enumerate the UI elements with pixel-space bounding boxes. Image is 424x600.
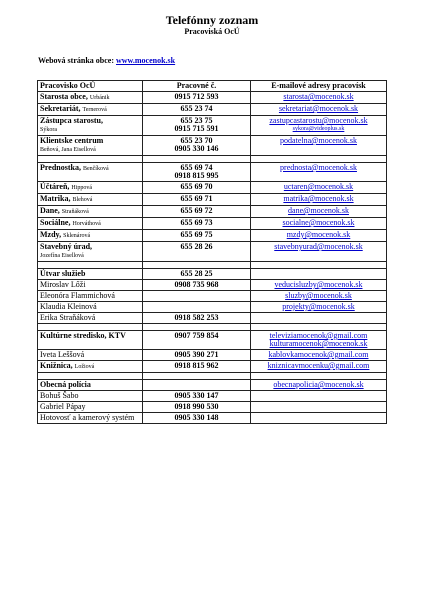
email-cell bbox=[251, 331, 387, 350]
phone-cell bbox=[143, 331, 251, 350]
phone-number: 0918 815 962 bbox=[174, 361, 219, 370]
email-cell bbox=[251, 391, 387, 402]
email-link[interactable]: mzdy@mocenok.sk bbox=[286, 230, 351, 239]
email-link[interactable]: prednosta@mocenok.sk bbox=[280, 163, 357, 172]
phone-cell bbox=[143, 104, 251, 116]
staff-name: Horváthová bbox=[72, 221, 101, 227]
phone-number: 0915 712 593 bbox=[174, 92, 219, 101]
website-label: Webová stránka obce: bbox=[38, 56, 114, 65]
email-link[interactable]: uctaren@mocenok.sk bbox=[283, 182, 354, 191]
table-row bbox=[38, 269, 387, 280]
email-cell bbox=[251, 291, 387, 302]
workplace-cell bbox=[38, 194, 143, 206]
table-row bbox=[38, 380, 387, 391]
email-cell bbox=[251, 182, 387, 194]
workplace-cell bbox=[38, 116, 143, 136]
workplace-cell bbox=[38, 331, 143, 350]
workplace-name: Gabriel Pápay bbox=[40, 402, 86, 411]
table-row bbox=[38, 182, 387, 194]
workplace-cell bbox=[38, 206, 143, 218]
email-link[interactable]: kablovkamocenok@gmail.com bbox=[268, 350, 369, 359]
column-header-email: E-mailové adresy pracovísk bbox=[251, 81, 387, 92]
email-cell bbox=[251, 230, 387, 242]
staff-name: Beňová, Jana Eisellová bbox=[40, 147, 96, 153]
email-link[interactable]: socialne@mocenok.sk bbox=[282, 218, 355, 227]
email-link[interactable]: sekretariat@mocenok.sk bbox=[278, 104, 359, 113]
email-cell bbox=[251, 206, 387, 218]
workplace-cell bbox=[38, 380, 143, 391]
workplace-name: Knižnica, bbox=[40, 361, 73, 370]
phone-number: 0905 330 147 bbox=[174, 391, 219, 400]
phone-number: 0905 390 271 bbox=[174, 350, 219, 359]
phone-number: 0905 330 148 bbox=[174, 413, 219, 422]
table-spacer-row bbox=[38, 373, 387, 380]
email-cell bbox=[251, 280, 387, 291]
email-link[interactable]: sluzby@mocenok.sk bbox=[285, 291, 352, 300]
phone-cell bbox=[143, 361, 251, 373]
phone-cell bbox=[143, 242, 251, 262]
phone-cell bbox=[143, 136, 251, 156]
table-row bbox=[38, 361, 387, 373]
workplace-name: Zástupca starostu, bbox=[40, 116, 103, 125]
table-row bbox=[38, 163, 387, 182]
table-row bbox=[38, 331, 387, 350]
workplace-name: Bohuš Šabo bbox=[40, 391, 79, 400]
workplace-cell bbox=[38, 402, 143, 413]
email-link[interactable]: zastupcastarostu@mocenok.sk bbox=[269, 116, 368, 125]
table-header-row bbox=[38, 81, 387, 92]
empty-cell bbox=[143, 262, 251, 269]
staff-name: Ternerová bbox=[82, 107, 107, 113]
email-link[interactable]: dane@mocenok.sk bbox=[288, 206, 349, 215]
email-link[interactable]: matrika@mocenok.sk bbox=[283, 194, 354, 203]
workplace-name: Sekretariát, bbox=[40, 104, 81, 113]
phone-number: 655 23 74 bbox=[180, 104, 213, 113]
email-link[interactable]: starosta@mocenok.sk bbox=[283, 92, 354, 101]
email-cell bbox=[251, 302, 387, 313]
email-cell bbox=[251, 313, 387, 324]
email-cell bbox=[251, 163, 387, 182]
table-spacer-row bbox=[38, 262, 387, 269]
phone-number: 655 28 25 bbox=[180, 269, 213, 278]
workplace-cell bbox=[38, 136, 143, 156]
email-link[interactable]: podatelna@mocenok.sk bbox=[280, 136, 357, 145]
phone-number: 655 23 70 bbox=[180, 136, 213, 145]
phone-directory-table bbox=[37, 80, 387, 424]
workplace-cell bbox=[38, 313, 143, 324]
email-cell bbox=[251, 269, 387, 280]
phone-number: 655 69 71 bbox=[180, 194, 213, 203]
phone-cell bbox=[143, 350, 251, 361]
workplace-name: Erika Straňáková bbox=[40, 313, 96, 322]
phone-cell bbox=[143, 116, 251, 136]
staff-name: Sklenárová bbox=[63, 233, 91, 239]
email-link[interactable]: veducisluzby@mocenok.sk bbox=[274, 280, 363, 289]
table-row bbox=[38, 92, 387, 104]
phone-cell bbox=[143, 269, 251, 280]
workplace-name: Dane, bbox=[40, 206, 60, 215]
table-row bbox=[38, 206, 387, 218]
column-header-phone: Pracovné č. bbox=[143, 81, 251, 92]
workplace-name: Iveta Leššová bbox=[40, 350, 85, 359]
workplace-name: Matrika, bbox=[40, 194, 71, 203]
workplace-cell bbox=[38, 92, 143, 104]
page-title: Telefónny zoznam bbox=[165, 13, 259, 27]
email-cell bbox=[251, 350, 387, 361]
staff-name: Straňáková bbox=[61, 209, 89, 215]
phone-cell bbox=[143, 402, 251, 413]
workplace-cell bbox=[38, 413, 143, 424]
website-line bbox=[38, 56, 175, 66]
email-link[interactable]: kniznicavmocenku@gmail.com bbox=[267, 361, 370, 370]
email-link[interactable]: kulturamocenok@mocenok.sk bbox=[269, 339, 368, 348]
staff-name: Blehová bbox=[72, 197, 93, 203]
table-spacer-row bbox=[38, 156, 387, 163]
email-cell bbox=[251, 413, 387, 424]
email-cell bbox=[251, 380, 387, 391]
workplace-cell bbox=[38, 163, 143, 182]
empty-cell bbox=[143, 373, 251, 380]
staff-name: Jozefína Eisellová bbox=[40, 253, 84, 259]
phone-number: 0918 815 995 bbox=[174, 171, 219, 180]
table-body bbox=[38, 92, 387, 424]
email-cell bbox=[251, 361, 387, 373]
workplace-cell bbox=[38, 230, 143, 242]
empty-cell bbox=[143, 324, 251, 331]
workplace-name: Miroslav Lőži bbox=[40, 280, 86, 289]
table-row bbox=[38, 104, 387, 116]
empty-cell bbox=[251, 324, 387, 331]
workplace-name: Stavebný úrad, bbox=[40, 242, 93, 251]
table-row bbox=[38, 391, 387, 402]
phone-number: 655 69 72 bbox=[180, 206, 213, 215]
empty-cell bbox=[38, 156, 143, 163]
website-link[interactable]: www.mocenok.sk bbox=[116, 56, 176, 65]
table-row bbox=[38, 313, 387, 324]
email-cell bbox=[251, 242, 387, 262]
email-cell bbox=[251, 218, 387, 230]
email-cell bbox=[251, 136, 387, 156]
table-row bbox=[38, 116, 387, 136]
empty-cell bbox=[38, 373, 143, 380]
phone-number: 0907 759 854 bbox=[174, 331, 219, 340]
empty-cell bbox=[38, 324, 143, 331]
table-row bbox=[38, 402, 387, 413]
staff-name: Ložiová bbox=[74, 364, 95, 370]
phone-number: 655 69 74 bbox=[180, 163, 213, 172]
empty-cell bbox=[251, 262, 387, 269]
phone-number: 0905 330 146 bbox=[174, 144, 219, 153]
workplace-name: Útvar služieb bbox=[40, 269, 86, 278]
phone-number: 0915 715 591 bbox=[174, 124, 219, 133]
email-cell bbox=[251, 92, 387, 104]
phone-cell bbox=[143, 391, 251, 402]
workplace-name: Klientske centrum bbox=[40, 136, 104, 145]
table-row bbox=[38, 136, 387, 156]
table-row bbox=[38, 291, 387, 302]
email-link[interactable]: televiziamocenok@gmail.com bbox=[269, 331, 368, 340]
workplace-cell bbox=[38, 182, 143, 194]
workplace-name: Starosta obce, bbox=[40, 92, 88, 101]
phone-cell bbox=[143, 413, 251, 424]
phone-cell bbox=[143, 218, 251, 230]
workplace-name: Kultúrne stredisko, KTV bbox=[40, 331, 126, 340]
workplace-cell bbox=[38, 391, 143, 402]
email-link[interactable]: projekty@mocenok.sk bbox=[282, 302, 355, 311]
email-cell bbox=[251, 194, 387, 206]
phone-number: 655 69 70 bbox=[180, 182, 213, 191]
phone-cell bbox=[143, 194, 251, 206]
workplace-cell bbox=[38, 280, 143, 291]
workplace-name: Hotovosť a kamerový systém bbox=[40, 413, 135, 422]
workplace-cell bbox=[38, 104, 143, 116]
table-row bbox=[38, 302, 387, 313]
phone-cell bbox=[143, 280, 251, 291]
phone-number: 0908 735 968 bbox=[174, 280, 219, 289]
workplace-name: Eleonóra Flammichová bbox=[40, 291, 115, 300]
workplace-cell bbox=[38, 218, 143, 230]
phone-number: 0918 990 530 bbox=[174, 402, 219, 411]
workplace-cell bbox=[38, 350, 143, 361]
table-row bbox=[38, 194, 387, 206]
empty-cell bbox=[38, 262, 143, 269]
workplace-cell bbox=[38, 291, 143, 302]
workplace-name: Prednostka, bbox=[40, 163, 81, 172]
phone-number: 655 69 75 bbox=[180, 230, 213, 239]
empty-cell bbox=[251, 373, 387, 380]
phone-number: 655 69 73 bbox=[180, 218, 213, 227]
table-row bbox=[38, 413, 387, 424]
table-row bbox=[38, 230, 387, 242]
email-link[interactable]: sykora@videoplus.sk bbox=[292, 126, 345, 132]
staff-name: Sýkora bbox=[40, 127, 57, 133]
phone-cell bbox=[143, 380, 251, 391]
table-row bbox=[38, 242, 387, 262]
page-subtitle: Pracoviská OcÚ bbox=[184, 27, 240, 36]
phone-cell bbox=[143, 230, 251, 242]
staff-name: Benčíková bbox=[82, 166, 109, 172]
workplace-name: Sociálne, bbox=[40, 218, 71, 227]
workplace-cell bbox=[38, 269, 143, 280]
phone-cell bbox=[143, 302, 251, 313]
phone-number: 0918 582 253 bbox=[174, 313, 219, 322]
workplace-name: Účtáreň, bbox=[40, 182, 70, 191]
column-header-workplace: Pracovisko OcÚ bbox=[38, 81, 143, 92]
email-cell bbox=[251, 402, 387, 413]
phone-number: 655 28 26 bbox=[180, 242, 213, 251]
phone-cell bbox=[143, 92, 251, 104]
phone-cell bbox=[143, 291, 251, 302]
table-spacer-row bbox=[38, 324, 387, 331]
workplace-cell bbox=[38, 302, 143, 313]
phone-cell bbox=[143, 206, 251, 218]
workplace-name: Obecná polícia bbox=[40, 380, 91, 389]
phone-cell bbox=[143, 163, 251, 182]
email-cell bbox=[251, 104, 387, 116]
phone-cell bbox=[143, 182, 251, 194]
workplace-cell bbox=[38, 361, 143, 373]
table-row bbox=[38, 218, 387, 230]
empty-cell bbox=[143, 156, 251, 163]
workplace-cell bbox=[38, 242, 143, 262]
email-link[interactable]: obecnapolicia@mocenok.sk bbox=[273, 380, 364, 389]
phone-number: 655 23 75 bbox=[180, 116, 213, 125]
email-link[interactable]: stavebnyurad@mocenok.sk bbox=[274, 242, 363, 251]
empty-cell bbox=[251, 156, 387, 163]
table-row bbox=[38, 350, 387, 361]
staff-name: Hippová bbox=[71, 185, 93, 191]
staff-name: Urbánik bbox=[89, 95, 110, 101]
phone-cell bbox=[143, 313, 251, 324]
email-cell bbox=[251, 116, 387, 136]
table-row bbox=[38, 280, 387, 291]
workplace-name: Mzdy, bbox=[40, 230, 62, 239]
workplace-name: Klaudia Kleinová bbox=[40, 302, 97, 311]
